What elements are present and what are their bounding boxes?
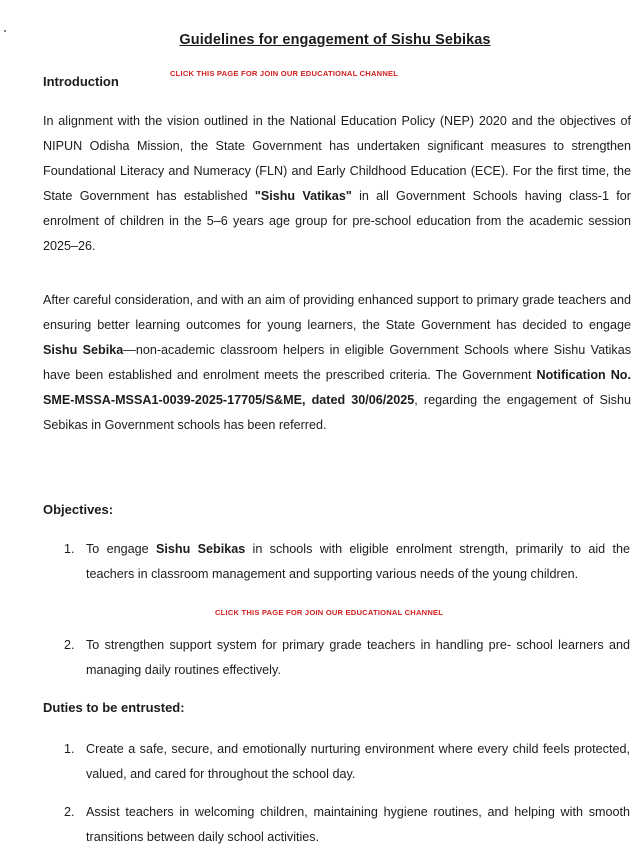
duty-item-2 [64,800,630,851]
objective-item-2 [64,633,630,684]
duty-text-1: Create a safe, secure, and emotionally nurturing environment where every child feels protected, valued, and cared for throughout the school day. [86,742,630,782]
duties-heading: Duties to be entrusted: [43,700,185,715]
intro-p2-text-a: After careful consideration, and with an aim of providing enhanced support to primary grade teachers and ensuring better learning outcomes for young learners, the State Government has decided to engage [43,293,631,333]
duty-text-2: Assist teachers in welcoming children, maintaining hygiene routines, and helping with smooth transitions between daily school activities. [86,805,630,845]
intro-p2-bold-a: Sishu Sebika [43,343,124,358]
introduction-paragraph-1 [43,109,631,260]
objective-item-1 [64,537,630,588]
intro-p2-text-c: , regarding the engagement of Sishu Sebikas in Government schools has been referred. [43,393,631,433]
intro-p1-text-b: in all Government Schools having class-1 for enrolment of children in the 5–6 years age group for pre-school education from the academic session 2025–26. [43,189,631,254]
list-number: 2. [64,638,75,652]
page-title: Guidelines for engagement of Sishu Sebikas [179,32,491,48]
objective-1-text-b: in schools with eligible enrolment strength, primarily to aid the teachers in classroom management and supporting various needs of the young children. [86,542,630,582]
duty-item-1 [64,737,630,788]
list-number: 1. [64,742,75,756]
list-number: 1. [64,542,75,556]
intro-p2-text-b: —non-academic classroom helpers in eligible Government Schools where Sishu Vatikas have been established and enrolment meets the prescribed criteria. The Government [43,343,631,383]
intro-p1-text-a: In alignment with the vision outlined in the National Education Policy (NEP) 2020 and the objectives of NIPUN Odisha Mission, the State Government has undertaken significant measures to strengthen Foundational Literacy and Numeracy (FLN) and Early Childhood Education (ECE). For the first time, the State Government has established [43,114,631,204]
list-number: 2. [64,805,75,819]
objective-text-1 [86,537,630,588]
objective-1-text-a: To engage [86,542,156,556]
objectives-heading: Objectives: [43,502,114,517]
intro-p2-bold-b: Notification No. SME-MSSA-MSSA1-0039-2025-17705/S&ME, dated 30/06/2025 [43,368,631,408]
objective-1-bold: Sishu Sebikas [155,542,246,556]
intro-p1-bold: "Sishu Vatikas" [254,189,352,204]
introduction-heading: Introduction [43,74,119,89]
promo-link-top[interactable]: CLICK THIS PAGE FOR JOIN OUR EDUCATIONAL CHANNEL [170,69,399,78]
introduction-paragraph-2 [43,288,631,439]
objective-text-2: To strengthen support system for primary grade teachers in handling pre- school learners and managing daily routines effectively. [86,638,630,678]
promo-link-middle[interactable]: CLICK THIS PAGE FOR JOIN OUR EDUCATIONAL CHANNEL [215,608,444,617]
